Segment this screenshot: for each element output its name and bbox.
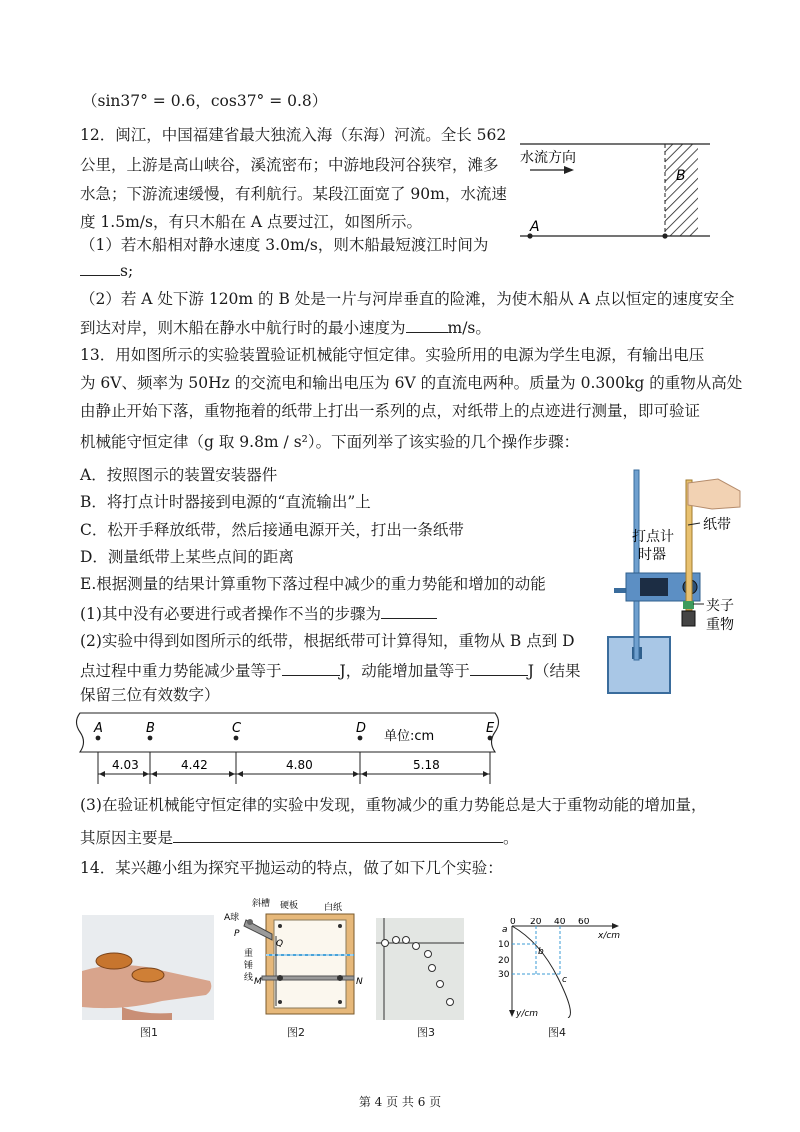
q13-sub2-line2 <box>80 659 580 681</box>
q13-step-D: D．测量纸带上某些点间的距离 <box>80 548 294 566</box>
svg-text:60: 60 <box>578 918 590 927</box>
svg-text:c: c <box>562 975 567 985</box>
svg-text:锤: 锤 <box>244 961 254 971</box>
svg-text:P: P <box>234 929 240 939</box>
label-B: B <box>676 168 686 184</box>
svg-text:20: 20 <box>498 956 510 966</box>
coin-1 <box>96 953 132 969</box>
tape-label-E: E <box>486 721 495 736</box>
q13-step-C: C．松开手释放纸带，然后接通电源开关，打出一条纸带 <box>80 521 464 539</box>
q13-intro-3: 由静止开始下落，重物拖着的纸带上打出一系列的点，对纸带上的点迹进行测量，即可验证 <box>80 402 701 420</box>
svg-text:y/cm: y/cm <box>516 1009 539 1018</box>
q13-sub3-text: 其原因主要是 <box>80 829 174 847</box>
svg-text:N: N <box>356 977 363 987</box>
answer-blank[interactable] <box>381 602 437 619</box>
fig4-caption: 图4 <box>548 1026 566 1039</box>
q13-step-A: A．按照图示的装置安装器件 <box>80 466 278 484</box>
distance-label: 4.42 <box>181 758 208 772</box>
page-footer: 第 4 页 共 6 页 <box>358 1095 442 1109</box>
arrow-head <box>143 771 149 777</box>
q12-line-1: 12．闽江，中国福建省最大独流入海（东海）河流。全长 562 <box>80 126 507 144</box>
q13-sub3-end: 。 <box>503 829 519 847</box>
answer-blank[interactable] <box>470 659 528 676</box>
ball-A <box>247 919 253 925</box>
svg-text:白纸: 白纸 <box>324 903 343 913</box>
coin-2 <box>132 968 164 982</box>
fig2-board-diagram <box>224 896 364 1024</box>
timer-label-1: 打点计 <box>632 529 674 545</box>
q12-part2-line1: （2）若 A 处下游 120m 的 B 处是一片与河岸垂直的险滩，为使木船从 A 点以恒定的速度安全 <box>80 290 735 308</box>
q13-intro-4: 机械能守恒定律（g 取 9.8m / s²）。下面列举了该实验的几个操作步骤： <box>80 433 580 451</box>
q12-part1-answer <box>80 259 133 281</box>
label-A: A <box>530 219 540 235</box>
arrow-head <box>483 771 489 777</box>
svg-text:b: b <box>538 947 544 957</box>
fig3-trajectory-dots <box>376 918 464 1020</box>
white-paper <box>274 920 346 1008</box>
tape-label-C: C <box>232 721 242 736</box>
svg-text:硬板: 硬板 <box>280 901 299 911</box>
answer-blank[interactable] <box>80 259 120 276</box>
q13-sub1 <box>80 602 437 624</box>
trig-note: （sin37° = 0.6，cos37° = 0.8） <box>82 92 328 110</box>
clip-label: 夹子 <box>706 598 734 614</box>
arrow-head <box>361 771 367 777</box>
weight-label: 重物 <box>706 617 734 633</box>
point-B <box>662 233 667 238</box>
q12-part1: （1）若木船相对静水速度 3.0m/s，则木船最短渡江时间为 <box>80 236 489 254</box>
tape-point-E <box>488 736 493 741</box>
arrow-head <box>353 771 359 777</box>
svg-text:a: a <box>502 925 508 935</box>
q12-part2-line2 <box>80 316 491 338</box>
tape-point-D <box>358 736 363 741</box>
timer-label-2: 时器 <box>638 547 666 563</box>
svg-text:斜槽: 斜槽 <box>252 899 271 909</box>
q12-part2-text: 到达对岸，则木船在静水中航行时的最小速度为 <box>80 319 406 337</box>
arrow-head <box>229 771 235 777</box>
distance-label: 5.18 <box>413 758 440 772</box>
fig4-coordinate-graph <box>496 918 626 1018</box>
fig1-hand-photo <box>82 915 214 1020</box>
svg-text:Q: Q <box>276 939 284 949</box>
apparatus-figure <box>600 465 750 700</box>
fig2-caption: 图2 <box>287 1026 305 1039</box>
hand <box>688 479 740 509</box>
flow-label: 水流方向 <box>520 150 576 166</box>
q12-part1-unit: s; <box>120 262 134 280</box>
svg-text:重: 重 <box>244 949 254 959</box>
q13-sub2-line1: (2)实验中得到如图所示的纸带，根据纸带可计算得知，重物从 B 点到 D <box>80 632 575 650</box>
tape-label: 纸带 <box>703 517 731 533</box>
q13-sub3-line2 <box>80 826 519 848</box>
stand-rod <box>634 470 639 660</box>
paper-tape-diagram <box>70 710 510 788</box>
svg-text:10: 10 <box>498 940 510 950</box>
arrow-head <box>237 771 243 777</box>
tape-point-C <box>234 736 239 741</box>
svg-text:40: 40 <box>554 918 566 927</box>
trajectory-curve <box>512 926 570 1018</box>
q13-intro-2: 为 6V、频率为 50Hz 的交流电和输出电压为 6V 的直流电两种。质量为 0.300kg 的重物从高处 <box>80 374 743 392</box>
distance-label: 4.80 <box>286 758 313 772</box>
fig1-caption: 图1 <box>140 1026 158 1039</box>
svg-text:M: M <box>254 977 262 987</box>
q13-intro-1: 13．用如图所示的实验装置验证机械能守恒定律。实验所用的电源为学生电源，有输出电压 <box>80 346 705 364</box>
arrow-head <box>99 771 105 777</box>
q12-line-2: 公里，上游是高山峡谷，溪流密布；中游地段河谷狭窄，滩多 <box>80 156 499 174</box>
arrow-head <box>151 771 157 777</box>
answer-blank[interactable] <box>173 826 503 843</box>
q13-step-E: E.根据测量的结果计算重物下落过程中减少的重力势能和增加的动能 <box>80 575 546 593</box>
q13-sub1-text: (1)其中没有必要进行或者操作不当的步骤为 <box>80 605 381 623</box>
q13-sub2-text-a: 点过程中重力势能减少量等于 <box>80 662 282 680</box>
svg-text:0: 0 <box>510 918 516 927</box>
q12-line-4: 度 1.5m/s，有只木船在 A 点要过江，如图所示。 <box>80 213 423 231</box>
q13-sub2-line3: 保留三位有效数字） <box>80 686 220 704</box>
q13-sub2-text-c: J（结果 <box>527 662 581 680</box>
tape-point-B <box>148 736 153 741</box>
q13-step-B: B．将打点计时器接到电源的“直流输出”上 <box>80 493 371 511</box>
tape-label-A: A <box>94 721 103 736</box>
weight <box>682 611 695 626</box>
tape-label-D: D <box>356 721 367 736</box>
tape-outline <box>77 713 499 752</box>
q14-intro: 14．某兴趣小组为探究平抛运动的特点，做了如下几个实验： <box>80 859 503 877</box>
q13-sub2-text-b: J，动能增加量等于 <box>339 662 470 680</box>
tape-point-A <box>96 736 101 741</box>
river-figure <box>512 136 712 246</box>
tape-label-B: B <box>146 721 155 736</box>
distance-label: 4.03 <box>112 758 139 772</box>
fig3-caption: 图3 <box>417 1026 435 1039</box>
answer-blank[interactable] <box>282 659 340 676</box>
q12-line-3: 水急；下游流速缓慢，有利航行。某段江面宽了 90m，水流速 <box>80 185 507 203</box>
svg-text:A球: A球 <box>224 913 240 923</box>
svg-text:x/cm: x/cm <box>598 931 621 941</box>
clip <box>683 601 694 609</box>
svg-text:30: 30 <box>498 970 510 980</box>
svg-text:20: 20 <box>530 918 542 927</box>
svg-text:线: 线 <box>244 973 254 983</box>
rapids-hatch <box>665 144 698 236</box>
q12-part2-unit: m/s。 <box>447 319 491 337</box>
answer-blank[interactable] <box>406 316 448 333</box>
tape-unit: 单位:cm <box>384 729 435 744</box>
q13-sub3-line1: (3)在验证机械能守恒定律的实验中发现，重物减少的重力势能总是大于重物动能的增加量， <box>80 796 707 814</box>
